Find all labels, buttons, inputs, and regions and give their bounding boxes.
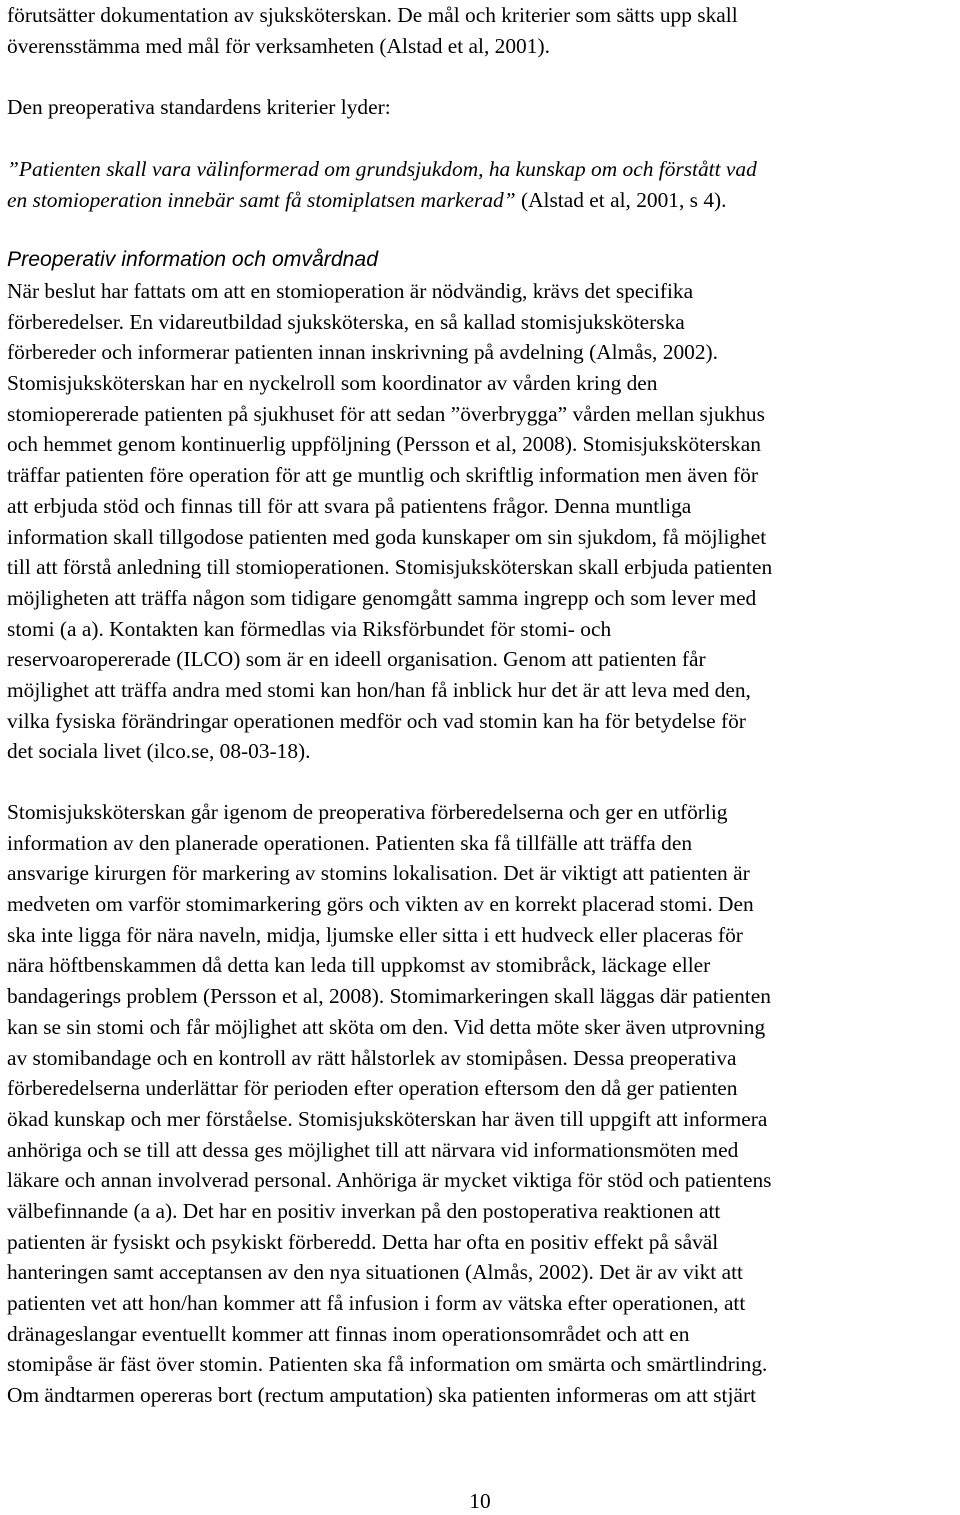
text-line: ansvarige kirurgen för markering av stomins lokalisation. Det är viktigt att patienten är: [7, 861, 750, 886]
text-line: till att förstå anledning till stomioperationen. Stomisjuksköterskan skall erbjuda patienten: [7, 555, 773, 580]
section-heading: Preoperativ information och omvårdnad: [7, 248, 378, 271]
text-line: anhöriga och se till att dessa ges möjlighet till att närvara vid informationsmöten med: [7, 1137, 739, 1162]
text-line: ökad kunskap och mer förståelse. Stomisjuksköterskan har även till uppgift att informera: [7, 1106, 768, 1131]
text-line: reservoaropererade (ILCO) som är en ideell organisation. Genom att patienten får: [7, 647, 706, 672]
text-line: läkare och annan involverad personal. Anhöriga är mycket viktiga för stöd och patientens: [7, 1168, 772, 1193]
text-line: välbefinnande (a a). Det har en positiv inverkan på den postoperativa reaktionen att: [7, 1198, 721, 1223]
text-line: att erbjuda stöd och finnas till för att svara på patientens frågor. Denna muntliga: [7, 493, 692, 518]
text-line: Stomisjuksköterskan har en nyckelroll som koordinator av vården kring den: [7, 371, 658, 396]
quote-citation: (Alstad et al, 2001, s 4).: [515, 187, 727, 212]
standard-intro: [7, 92, 953, 123]
text-line: patienten vet att hon/han kommer att få infusion i form av vätska efter operationen, att: [7, 1291, 746, 1315]
text-line: information skall tillgodose patienten med goda kunskaper om sin sjukdom, få möjlighet: [7, 524, 767, 549]
text-line: möjlighet att träffa andra med stomi kan hon/han få inblick hur det är att leva med den,: [7, 677, 751, 702]
text-line: av stomibandage och en kontroll av rätt hålstorlek av stomipåsen. Dessa preoperativa: [7, 1045, 737, 1070]
quote-text: en stomioperation innebär samt få stomiplatsen markerad”: [7, 187, 516, 212]
text-line: kan se sin stomi och får möjlighet att sköta om den. Vid detta möte sker även utprovning: [7, 1014, 766, 1039]
text-line: förberedelser. En vidareutbildad sjuksköterska, en så kallad stomisjuksköterska: [7, 309, 685, 334]
text-line: och hemmet genom kontinuerlig uppföljning (Persson et al, 2008). Stomisjuksköterskan: [7, 432, 761, 457]
paragraph-1: [7, 276, 953, 767]
paragraph-2: [7, 797, 953, 1411]
text-line: vilka fysiska förändringar operationen medför och vad stomin kan ha för betydelse för: [7, 708, 746, 733]
text-line: förbereder och informerar patienten innan inskrivning på avdelning (Almås, 2002).: [7, 340, 719, 365]
text-line: nära höftbenskammen då detta kan leda till uppkomst av stomibråck, läckage eller: [7, 953, 711, 978]
quote-line: ”Patienten skall vara välinformerad om grundsjukdom, ha kunskap om och förstått vad: [7, 157, 757, 181]
text-line: Stomisjuksköterskan går igenom de preoperativa förberedelserna och ger en utförlig: [7, 800, 728, 824]
text-line: stomiopererade patienten på sjukhuset för att sedan ”överbrygga” vården mellan sjukhus: [7, 401, 765, 426]
text-line: Om ändtarmen opereras bort (rectum amputation) ska patienten informeras om att stjärt: [7, 1383, 757, 1408]
text-line: information av den planerade operationen. Patienten ska få tillfälle att träffa den: [7, 830, 693, 855]
section-heading-block: [7, 244, 953, 275]
text-line: hanteringen samt acceptansen av den nya situationen (Almås, 2002). Det är av vikt att: [7, 1260, 743, 1285]
text-line: förutsätter dokumentation av sjuksköterskan. De mål och kriterier som sätts upp skall: [7, 3, 738, 27]
text-line: förberedelserna underlättar för perioden efter operation eftersom den då ger patienten: [7, 1076, 738, 1101]
text-line: möjligheten att träffa någon som tidigare genomgått samma ingrepp och som lever med: [7, 585, 757, 610]
text-line: ska inte ligga för nära naveln, midja, ljumske eller sitta i ett hudveck eller placeras för: [7, 922, 743, 947]
quote-line: [7, 185, 953, 216]
text-line: bandagerings problem (Persson et al, 2008). Stomimarkeringen skall läggas där patienten: [7, 984, 771, 1009]
text-line: När beslut har fattats om att en stomioperation är nödvändig, krävs det specifika: [7, 279, 694, 303]
text-line: träffar patienten före operation för att ge muntlig och skriftlig information men även för: [7, 463, 758, 488]
page-number: 10: [469, 1489, 491, 1513]
text-line: det sociala livet (ilco.se, 08-03-18).: [7, 739, 311, 764]
text-line: medveten om varför stomimarkering görs och vikten av en korrekt placerad stomi. Den: [7, 892, 754, 917]
text-line: stomi (a a). Kontakten kan förmedlas via Riksförbundet för stomi- och: [7, 616, 612, 641]
text-line: överensstämma med mål för verksamheten (Alstad et al, 2001).: [7, 33, 550, 58]
text-line: stomipåse är fäst över stomin. Patienten ska få information om smärta och smärtlindring.: [7, 1352, 768, 1377]
intro-paragraph: [7, 0, 953, 61]
standard-quote: [7, 154, 953, 215]
text-line: patienten är fysiskt och psykiskt förberedd. Detta har ofta en positiv effekt på såväl: [7, 1229, 719, 1254]
text-line: dränageslangar eventuellt kommer att finnas inom operationsområdet och att en: [7, 1321, 690, 1346]
text-line: Den preoperativa standardens kriterier lyder:: [7, 95, 391, 119]
